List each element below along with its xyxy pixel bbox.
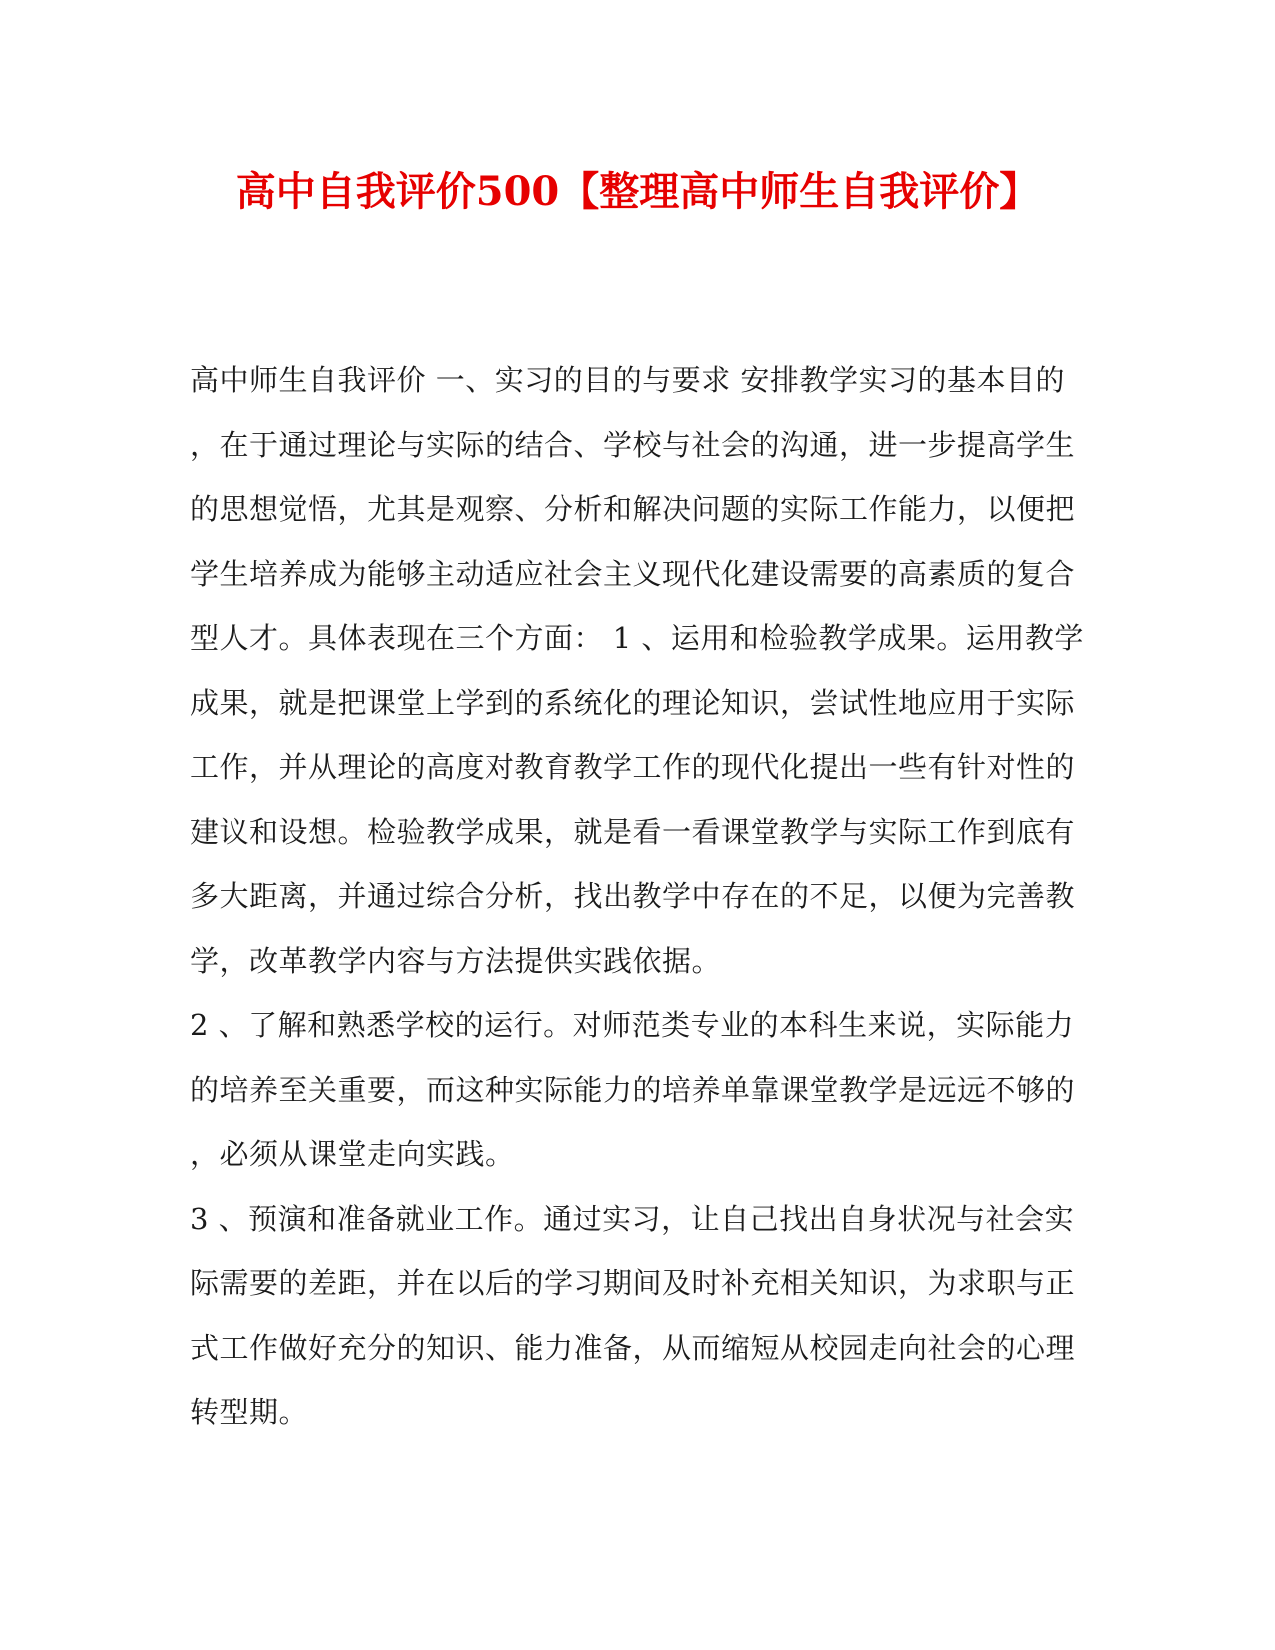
body-line: 学生培养成为能够主动适应社会主义现代化建设需要的高素质的复合 <box>190 556 1076 591</box>
body-line: 高中师生自我评价 一、实习的目的与要求 安排教学实习的基本目的 <box>190 363 1065 397</box>
document-body <box>190 348 1090 1445</box>
body-line: 学，改革教学内容与方法提供实践依据。 <box>190 943 722 978</box>
body-line: 工作，并从理论的高度对教育教学工作的现代化提出一些有针对性的 <box>190 750 1076 784</box>
body-line: 3 、预演和准备就业工作。通过实习，让自己找出自身状况与社会实 <box>190 1201 1075 1236</box>
body-line: 2 、了解和熟悉学校的运行。对师范类专业的本科生来说，实际能力 <box>190 1008 1075 1042</box>
body-line: 成果，就是把课堂上学到的系统化的理论知识，尝试性地应用于实际 <box>190 685 1076 720</box>
body-line: ，必须从课堂走向实践。 <box>190 1137 515 1171</box>
body-line: 型人才。具体表现在三个方面： 1 、运用和检验教学成果。运用教学 <box>190 621 1084 655</box>
body-line: 多大距离，并通过综合分析，找出教学中存在的不足，以便为完善教 <box>190 879 1076 913</box>
body-line: 转型期。 <box>190 1395 309 1429</box>
body-line: ，在于通过理论与实际的结合、学校与社会的沟通，进一步提高学生 <box>190 427 1076 462</box>
body-line: 式工作做好充分的知识、能力准备，从而缩短从校园走向社会的心理 <box>190 1330 1076 1365</box>
body-line: 建议和设想。检验教学成果，就是看一看课堂教学与实际工作到底有 <box>190 814 1076 849</box>
body-line: 的思想觉悟，尤其是观察、分析和解决问题的实际工作能力，以便把 <box>190 492 1076 526</box>
document-title: 高中自我评价500【整理高中师生自我评价】 <box>235 168 1040 215</box>
body-line: 的培养至关重要，而这种实际能力的培养单靠课堂教学是远远不够的 <box>190 1072 1076 1107</box>
body-line: 际需要的差距，并在以后的学习期间及时补充相关知识，为求职与正 <box>190 1266 1076 1300</box>
